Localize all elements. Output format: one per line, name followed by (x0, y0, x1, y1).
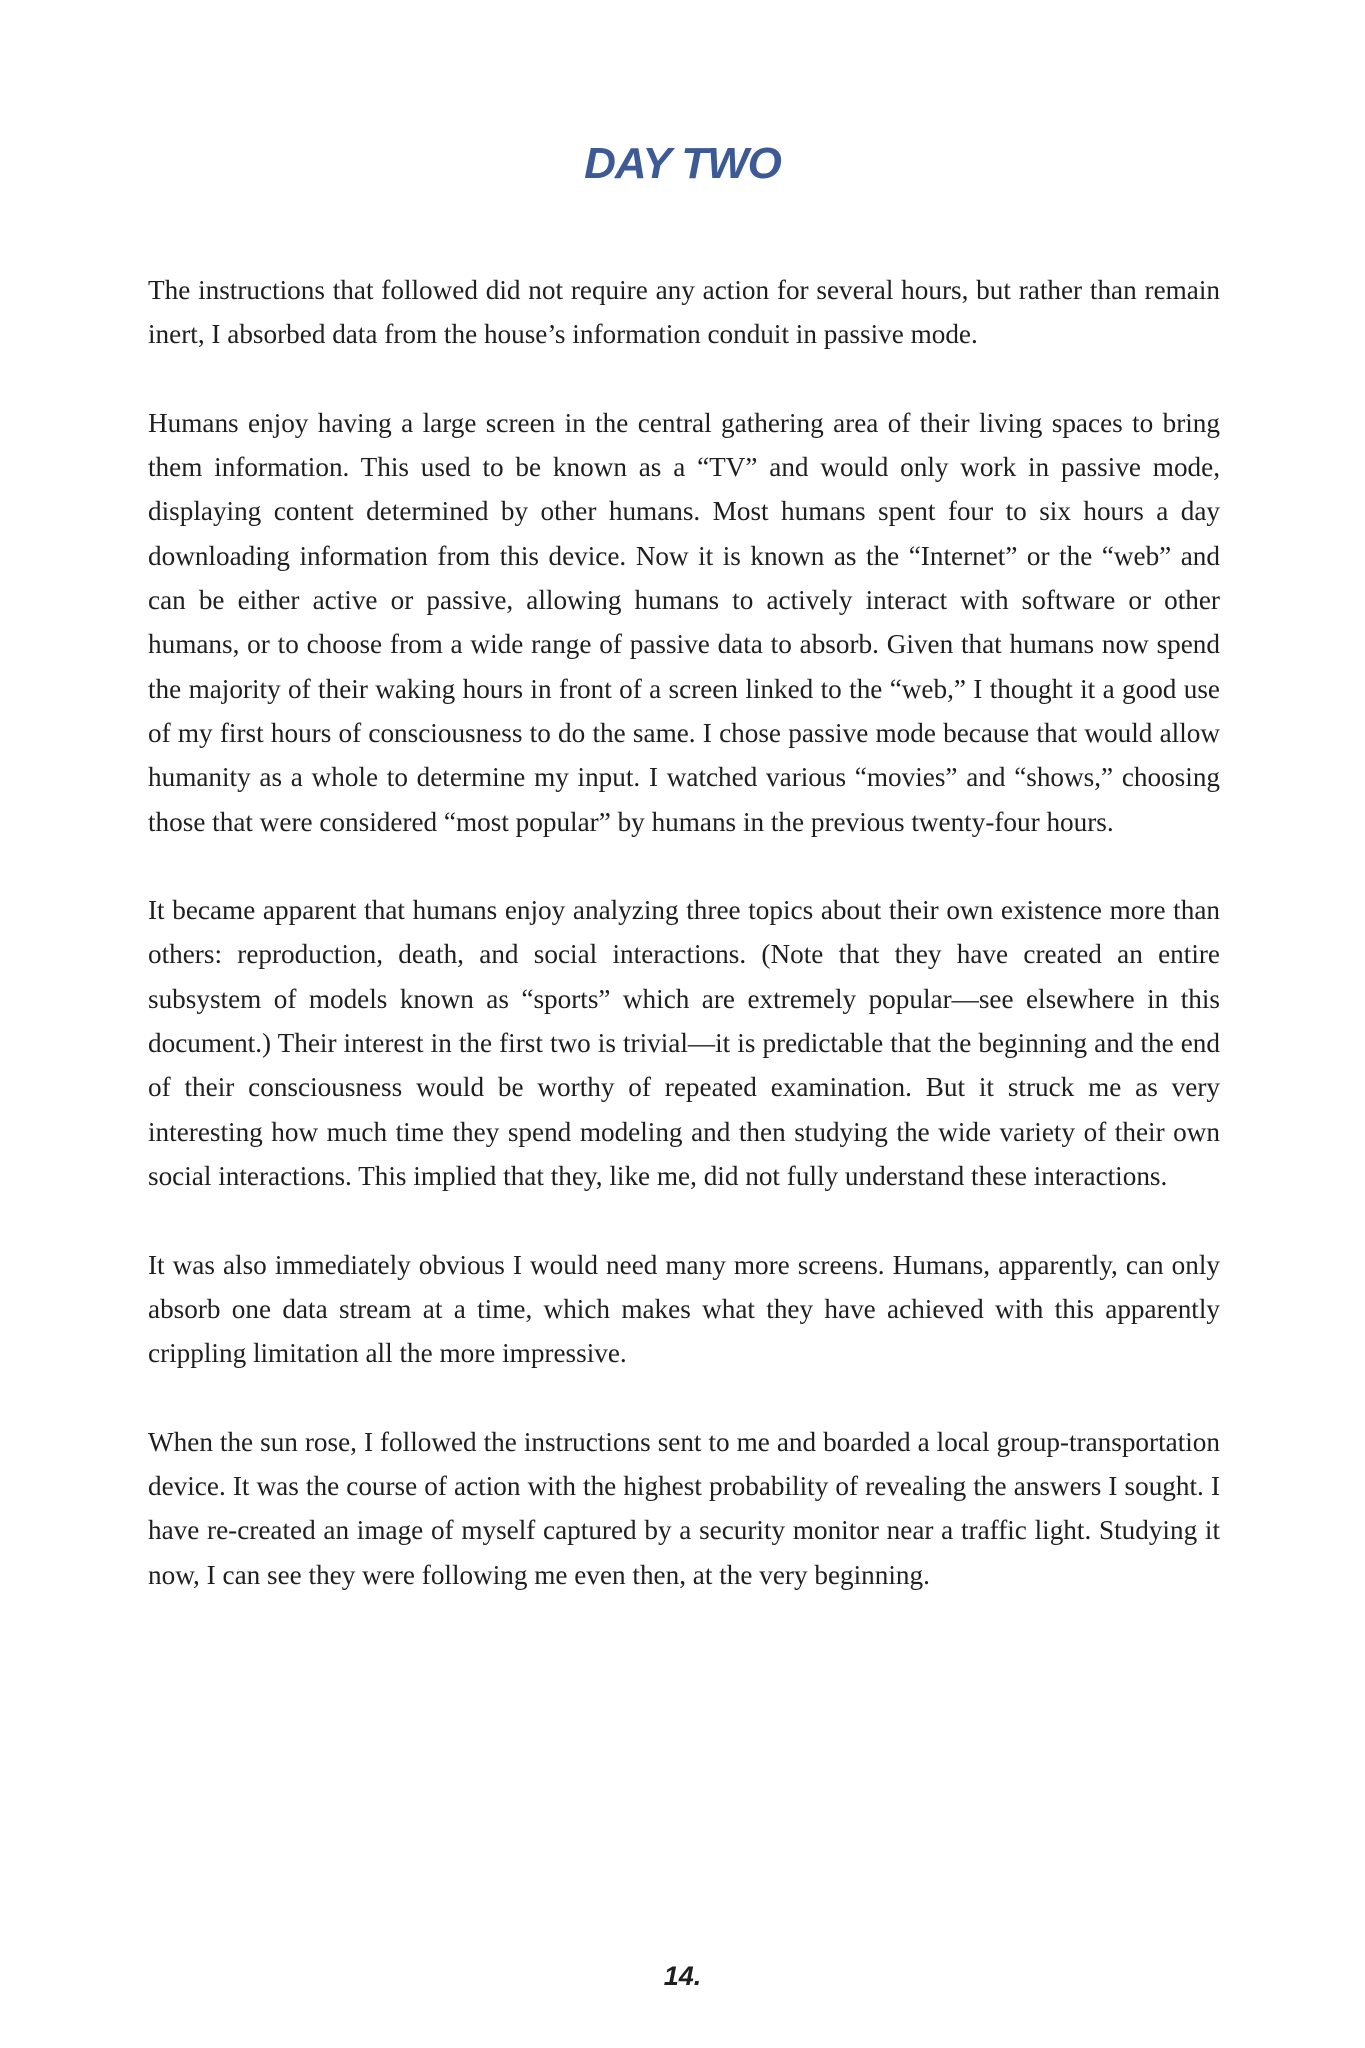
paragraph: It was also immediately obvious I would need many more screens. Humans, apparently, can only absorb one data stream at a time, which makes what they have achieved with this apparently crippling limitation all the more impressive. (148, 1249, 1220, 1369)
paragraph: Humans enjoy having a large screen in the central gathering area of their living spaces to bring them information. This used to be known as a “TV” and would only work in passive mode, displaying content determined by other humans. Most humans spent four to six hours a day downloading information from this device. Now it is known as the “Internet” or the “web” and can be either active or passive, allowing humans to actively interact with software or other humans, or to choose from a wide range of passive data to absorb. Given that humans now spend the majority of their waking hours in front of a screen linked to the “web,” I thought it a good use of my first hours of consciousness to do the same. I chose passive mode because that would allow humanity as a whole to determine my input. I watched various “movies” and “shows,” choosing those that were considered “most popular” by humans in the previous twenty-four hours. (148, 407, 1220, 837)
chapter-title: DAY TWO (584, 139, 781, 188)
paragraph: The instructions that followed did not require any action for several hours, but rather than remain inert, I absorbed data from the house’s information conduit in passive mode. (148, 275, 1220, 350)
page-number: 14. (663, 1961, 702, 1991)
body-text (148, 268, 1220, 1641)
paragraph: When the sun rose, I followed the instructions sent to me and boarded a local group-transportation device. It was the course of action with the highest probability of revealing the answers I sought. I have re-created an image of myself captured by a security monitor near a traffic light. Studying it now, I can see they were following me even then, at the very beginning. (148, 1426, 1220, 1590)
paragraph: It became apparent that humans enjoy analyzing three topics about their own existence more than others: reproduction, death, and social interactions. (Note that they have created an entire subsystem of models known as “sports” which are extremely popular—see elsewhere in this document.) Their interest in the first two is trivial—it is predictable that the beginning and the end of their consciousness would be worthy of repeated examination. But it struck me as very interesting how much time they spend modeling and then studying the wide variety of their own social interactions. This implied that they, like me, did not fully understand these interactions. (148, 895, 1220, 1191)
